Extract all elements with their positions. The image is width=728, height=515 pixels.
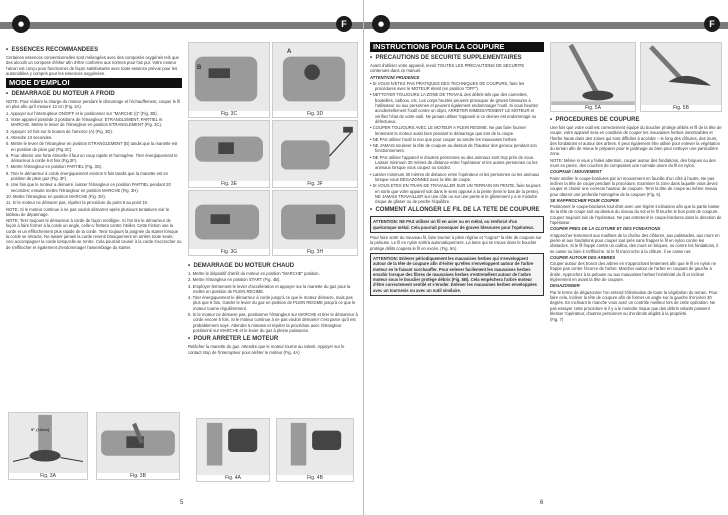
- section-title-coupure: INSTRUCTIONS POUR LA COUPURE: [370, 42, 544, 52]
- brand-logo-icon: ●: [12, 15, 30, 33]
- fig-caption: Fig. 4A: [197, 475, 269, 482]
- page-number: 5: [180, 500, 184, 506]
- arbres-text: Couper autour des troncs des arbres en s'approchant lentement afin que le fil en nylon ne frappe pas contre l'écorce de l'arbre. Marcher autour de l'arbre en coupant de gauche à droite. Approchez à la pelouse ou aux mauvaises herbes l'extrémité du fil et incliner légèrement en avant la tête de coupure.: [550, 261, 717, 283]
- figure-4b: [276, 418, 354, 482]
- fig-caption: Fig. 3B: [97, 473, 179, 480]
- step-item: 5. Mettre le levier de l'étrangleur en position ETRANGLEMENT (B) tandis que la manette est en position de plein gaz (Fig.3C): [6, 141, 178, 152]
- callout-b: B: [197, 65, 202, 71]
- degazonner-fig-ref: (Fig. 7): [550, 317, 564, 323]
- header-ribbon: [364, 22, 728, 29]
- safety-bullet: • Laisser minimum 30 mètres de distance entre l'opérateur et les personnes ou les animaux lorsque vous DEGAZONNEZ avec la tête de coupe.: [370, 171, 540, 182]
- bump-feed-illustration: [551, 43, 635, 111]
- step-item: 11. Si le moteur ne démarre pas, répéter la procédure du point 5 au point 10.: [6, 200, 149, 206]
- language-badge: F: [336, 16, 352, 32]
- section-title-mode-emploi: MODE D'EMPLOI: [6, 78, 182, 88]
- fig-caption: Fig. 5B: [641, 105, 721, 112]
- fig-caption: Fig. 3A: [9, 473, 87, 480]
- subtitle-demarrage-chaud: • DEMARRAGE DU MOTEUR CHAUD: [188, 263, 295, 269]
- figure-3f: [272, 120, 358, 188]
- cloture-text: S'approcher lentement aux maillons de la chaîne des clôtures, aux palissades, aux murs en pierre et aux fondations pour couper tout près sans frapper le fil en nylon contre les obstacles. Si le fil frappe contre un caillou, des murs en briques, ou contre les fondations, il se casse ou bien il s'effiloche. Si le fil s'accroche à la clôture, il se casse net.: [550, 232, 720, 254]
- throttle-grip-illustration: [189, 121, 269, 187]
- procedures-note: NOTE: Même si vous y faites attention, couper autour des fondations, des briques ou des murs en pierre, des couches de composites une normale usure du fil en nylon.: [550, 157, 716, 169]
- extend-line-text: Pour faire sortir du nouveau fil, faire tourner à plein régime et "cogner" la tête de coupure sur la pelouse. Le fil en nylon sortira automatiquement. La lame qui se trouve dans le bouclier protège délits coupera le fil en excès. (Fig. 5A): [370, 235, 542, 251]
- coupe-text: Faire osciller le coupe-bordures par un mouvement en faucille d'un côté à l'autre. Ne pas incliner la tête de coupe pendant la procédure. Examiner la zone dans laquelle vous devez couper et choisir une correcte hauteur de coupure. Tenir la tête de coupe au même niveau pour obtenir une profonde homogène de la coupure (Fig. 5).: [550, 175, 718, 197]
- subtitle-procedures: • PROCEDURES DE COUPURE: [550, 117, 640, 123]
- figure-5a: [550, 42, 636, 112]
- procedures-column: [550, 114, 722, 323]
- warning-box-metal: ATTENTION: NE PAS utiliser un fil en acier ou en métal, ou renforcé d'un quelconque métal. Cela pourrait provoquer de graves blessures pour l'opérateur.: [370, 216, 544, 233]
- attention-label: ATTENTION/ PRUDENCE: [370, 74, 420, 80]
- warning-box-weeds: ATTENTION: Enlever périodiquement les mauvaises herbes qui s'enveloppent autour de la tête de coupure afin d'éviter qu'elles s'enveloppent autour de l'arbre moteur en le faisant surchauffer. Pour enlever facilement les mauvaises herbes envahir lorsque des fibres de mauvaises herbes s'entremêlent autour de l'arbre moteur sous le bouclier protège débris (Fig. 5B). Cela empêchera l'arbre moteur d'être correctement ventilé et s'éroder. Enlever les mauvaises herbes enveloppées avec un tournevis ou avec un outil similaire.: [370, 253, 544, 296]
- step-item: 10. Mettre l'étrangleur en position MARCHE (Fig. 3H).: [6, 193, 106, 199]
- safety-bullet: • SI VOUS N'ETES PAS PRATIQUES DES TECHNIQUES DE COUPURE, faire les procédures avec le MOTEUR éteint (en position "OFF").: [370, 80, 525, 92]
- stop-text: Relâcher la manette du gaz. Attendre que le moteur tourne au ralenti. Appuyer sur le contact stop de l'interrupteur pour arrêter le moteur (Fig. 4A): [188, 344, 345, 355]
- note-tentatives: NOTE: Si le moteur continue à ne pas vouloir démarrer après plusieurs tentatives voir le tableau de dépannage.: [6, 206, 170, 217]
- primer-bulb-illustration: [273, 43, 357, 117]
- step-item: 4. Attendre 10 secondes.: [6, 134, 53, 140]
- section-title-essences: • ESSENCES RECOMMANDEES: [6, 47, 99, 53]
- safety-bullet: • COUPER TOUJOURS AVEC LE MOTEUR A PLEIN REGIME. Ne pas faire fourner lentement le moteur aussi bien pendant le démarrage que lors de la coupe.: [370, 125, 526, 136]
- fig-caption: Fig. 3G: [189, 249, 269, 256]
- step-item: 3. Appuyer 10 fois sur le bouton de l'amorce (A) (Fig. 3D).: [6, 128, 113, 134]
- right-page: [364, 0, 728, 515]
- choke-partial-illustration: [189, 191, 269, 255]
- cloture-title: COUPER PRES DE LA CLOTURE ET DES FONDATIONS: [550, 226, 661, 232]
- fig-caption: Fig. 3C: [189, 111, 269, 118]
- subtitle-precautions: • PRECAUTIONS DE SECURITE SUPPLEMENTAIRES: [370, 55, 522, 61]
- brand-logo-icon: ●: [372, 15, 390, 33]
- starter-rope-illustration: [273, 121, 357, 187]
- figure-3a: [8, 412, 88, 480]
- safety-bullet: • NE PAS utiliser l'outil si non que pour couper ou tondre les mauvaises herbes.: [370, 136, 518, 142]
- essences-text: Certaines essences conventionnelles sont mélangées avec des composés oxygénés tels que des alcools un composé d'éther afin d'être conforme aux normes pour l'air pur. Votre moteur l'alcan est conçu pour fonctionner de façon satisfaisante avec toute essence prévue pour les automobiles y compris pour les essences oxygénées.: [6, 55, 179, 76]
- hot-step-item: 1. Mettre le dispositif d'arrêt du moteur en position "MARCHE" position.: [188, 271, 320, 276]
- figure-4a: [196, 418, 270, 482]
- fig-caption: Fig. 3E: [189, 181, 269, 188]
- figure-3c: [188, 42, 270, 118]
- rapprocher-title: SE RAPPROCHER POUR COUPER: [550, 197, 619, 203]
- hot-step-item: 5. Si le moteur ne démarre pas, positionner l'étrangleur sur MARCHE et tirer le démarreur à corde encore 5 fois. Si le moteur continue à ne pas vouloir démarrer c'est parce qu'il est probablement noyé. Attendre 5 minutes et répéter la procédure avec l'étrangleur positionné sur MARCHE et le levier du gaz à pleine puissance.: [188, 312, 358, 333]
- demarrage-note: NOTE: Pour réduire la charge du moteur pendant le démarrage et l'échauffement, couper le fil en plus afin qu'il mesure 13 cm (Fig. 3A).: [6, 99, 181, 110]
- fig-caption: Fig. 4B: [277, 475, 353, 482]
- figure-3b: [96, 412, 180, 480]
- choke-lever-illustration: [189, 43, 269, 117]
- left-header: [0, 0, 364, 38]
- fig-caption: Fig. 3D: [273, 111, 357, 118]
- procedures-text: Une fois que votre outil est correctement équipé du bouclier protège débris et fil de la tête de coupe, votre appareil sera en condition de couper les mauvaises herbes inextricables et l'herbe haute dans des zones qui sont difficiles à accéder – le long des clôtures, des murs, des fondations et autour des arbres. Il peut également être utilisé pour enlever la végétation du terrain afin de mieux le préparer pour le jardinage ou bien pour nettoyer une particulière zone.: [550, 125, 722, 157]
- step-item: 7. Mettre l'étrangleur en position PARTIEL (Fig. 3G).: [6, 164, 103, 170]
- coupe-title: COUPAGE / MOUVEMENT: [550, 169, 602, 175]
- safety-bullet: • NETTOYER TOUJOURS LA ZONE DE TRAVAIL des débris tels que des cannettes, bouteilles, cailloux, etc. Les corps heurtés peuvent provoquer de graves blessures à l'utilisateur ou aux personnes et peuvent également endommager l'outil. Si vous heurtez accidentellement l'outil contre un objet, ARRETER IMMEDIATEMENT LE MOTEUR et vérifiez l'état de votre outil. Ne jamais utiliser l'appareil si ce dernier est endommagé ou défectueux.: [370, 92, 539, 124]
- figure-5b: [640, 42, 722, 112]
- fig-caption: Fig. 3H: [273, 249, 357, 256]
- arbres-title: COUPER AUTOUR DES ARBRES: [550, 254, 616, 260]
- language-badge: F: [704, 16, 720, 32]
- figure-3d: [272, 42, 358, 118]
- left-column: [6, 44, 182, 251]
- cutting-column: [370, 40, 544, 298]
- page-number: 6: [540, 500, 544, 506]
- hot-step-item: 4. Tirer énergiquement le démarreur à corde jusqu'à ce que le moteur démarre, mais pas plus que 6 fois. Garder le levier du gaz en position de PLEIN REGIME jusqu'à ce que le moteur tourne régulièrement.: [188, 295, 356, 311]
- figure-3h: [272, 190, 358, 256]
- subtitle-allonger-fil: • COMMENT ALLONGER LE FIL DE LA TETE DE COUPURE: [370, 207, 540, 214]
- trimmer-head-illustration: [9, 413, 87, 479]
- figure-3e: [188, 120, 270, 188]
- hot-step-item: 2. Mettre l'étrangleur en position START (Fig. 4B).: [188, 277, 281, 283]
- header-ribbon: [0, 22, 364, 29]
- rapprocher-text: Positionner le coupe-bordures tout droit avec une légère inclinaison afin que la partie basse de la tête de coupe soit au-dessus du niveau du sol et le fil touche le bon point de coupure. Coupez toujours loin de l'opérateur. Ne pas entretenir le coupe-bordures dans le direction de l'opérateur.: [550, 204, 722, 226]
- safety-bullet: • NE PAS utiliser l'appareil si d'autres personnes ou des animaux sont trop près de vous. Laisser minimum 30 mètres de distance entre l'opérateur et les autres personnes ou les animaux lorsque vous coupez ou tondez.: [370, 154, 538, 171]
- fig-caption: Fig. 3F: [273, 181, 357, 188]
- degazonner-text: Par le terme de dégazonner l'on entend l'élimination de toute la végétation du terrain. Pour faire cela, incliner la tête de coupure afin de former un angle sur la gauche d'environ 30 degrés. En inclinant le manche vous avez un contrôle meilleur lors de cette opération. Ne pas essayer cette procédure si il y a le moindre risque que des débris volants puissent blesser l'opérateur, d'autres personnes ou d'endroits dégâts à la propriété.: [550, 289, 718, 316]
- step-item: 9. Une fois que le moteur a démarré, laisser l'étrangleur en position PARTIEL pendant 20 secondes; ensuite mettre l'étrangleur en position MARCHE (Fig. 3H).: [6, 182, 171, 193]
- subtitle-demarrage-froid: • DEMARRAGE DU MOTEUR A FROID: [6, 91, 115, 98]
- precautions-intro: Avant d'utiliser votre appareil, revoir TOUTES LES PRECAUTIONS DE SECURITE contenues dans ce manuel.: [370, 63, 525, 74]
- hot-step-item: 3. Employer fermement le levier d'accélération et appuyer sur la manette du gaz pour la mettre en position de PLEIN REGIME.: [188, 283, 351, 294]
- stop-switch-illustration: [197, 419, 269, 481]
- switch-hand-illustration: [97, 413, 179, 479]
- debris-shield-illustration: [641, 43, 721, 111]
- figure-3g: [188, 190, 270, 256]
- subtitle-arreter-moteur: • POUR ARRETER LE MOTEUR: [188, 336, 279, 343]
- choke-run-illustration: [273, 191, 357, 255]
- note-corde: NOTE: Tirer toujours le démarreur à corde de façon rectiligne. Si l'on tire le démarreur de façon à faire former à la corde un angle, celle-ci frottera contre l'œillet. Cette friction use la corde et un effilochement plus rapide de la corde. Tenir toujours la poignée du starter lorsque la corde se rétracte. Ne laisser jamais la corde revenir brusquement en arrière toute seule; ceci accompagner la corde lorsqu'elle se rentre. Cela pourrait causer à la corde s'accrocher ou de s'effilocher et également d'endommager l'assemblage du starter.: [6, 218, 182, 250]
- step-item: 8. Tirer le démarreur à corde énergiquement environ 5 fois tandis que la manette est en position de plein gaz (Fig. 3F).: [6, 170, 169, 182]
- steps-list: [6, 111, 182, 206]
- right-header: [364, 0, 728, 38]
- step-item: 6. Pour obtenir une forte étincelle il faut un coup rapide et homogène. Tirer énergiquement le démarreur à corde 6-8 fois (Fig.3F).: [6, 152, 178, 164]
- safety-bullet: • SI VOUS ETES EN TRAIN DE TRAVAILLER SUR UN TERRAIN EN PENTE, faire toujours en sorte que votre appareil soit dans le sens opposé à la pente (tenir le bas de la pente). NE JAMAIS TRAVAILLER sur une côte ou sur une pente si le glissement y a le moindre risque de glisser ou de perdre l'équilibre.: [370, 183, 541, 205]
- fig-caption: Fig. 5A: [551, 105, 635, 112]
- fig3a-measure-label: 5" (13cm): [31, 427, 50, 432]
- hot-start-column: [188, 260, 358, 356]
- step-item: 2. Votre appareil possède 3 positions de l'étrangleur: ETRANGLEMENT, PARTIEL et MARCHE. Mettre le levier de l'étrangleur en position ETRANGLEMENT (Fig. 3C).: [6, 117, 163, 128]
- safety-bullet: • NE JAMAIS soulever la tête de coupure au-dessus de l'hauteur des genoux pendant son fonctionnement.: [370, 143, 537, 154]
- choke-start-illustration: [277, 419, 353, 481]
- degazonner-title: DEGAZONNER: [550, 283, 580, 289]
- step-item: 1. Appuyer sur l'interrupteur ON/OFF et le positionner sur "MARCHE (I)" (Fig. 3B).: [6, 110, 158, 116]
- callout-a: A: [287, 49, 292, 55]
